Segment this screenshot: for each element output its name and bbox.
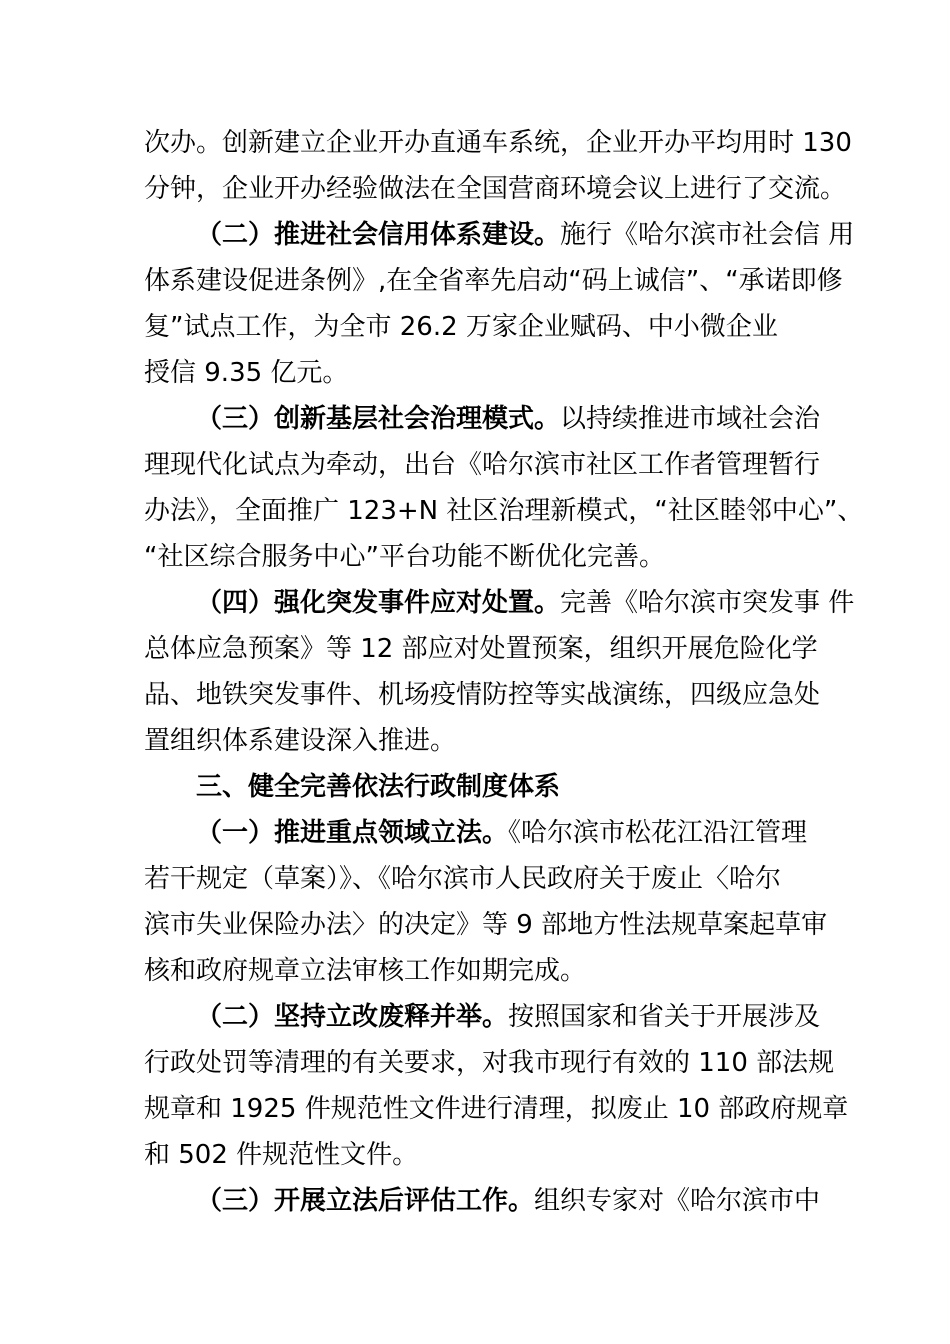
paragraph-heading: （三）创新基层社会治理模式。 [196, 404, 561, 434]
paragraph-heading: （三）开展立法后评估工作。 [196, 1186, 535, 1216]
text-line: 分钟，企业开办经验做法在全国营商环境会议上进行了交流。 [144, 174, 847, 204]
paragraph-heading: （二）坚持立改废释并举。 [196, 1002, 509, 1032]
text-line: 次办。创新建立企业开办直通车系统，企业开办平均用时 130 [144, 128, 852, 158]
text-line: 复”试点工作，为全市 26.2 万家企业赋码、中小微企业 [144, 312, 778, 342]
paragraph-text: 《哈尔滨市松花江沿江管理 [508, 818, 808, 848]
paragraph-text: 按照国家和省关于开展涉及 [508, 1002, 821, 1032]
text-line: 核和政府规章立法审核工作如期完成。 [144, 956, 587, 986]
paragraph-social-governance [196, 396, 820, 442]
text-line: 总体应急预案》等 12 部应对处置预案，组织开展危险化学 [144, 634, 818, 664]
text-line: 理现代化试点为牵动，出台《哈尔滨市社区工作者管理暂行 [144, 450, 821, 480]
section-heading: 三、健全完善依法行政制度体系 [196, 772, 561, 802]
paragraph-text: 完善《哈尔滨市突发事 件 [560, 588, 855, 618]
text-line: 滨市失业保险办法〉的决定》等 9 部地方性法规草案起草审 [144, 910, 828, 940]
text-line: 规章和 1925 件规范性文件进行清理，拟废止 10 部政府规章 [144, 1094, 849, 1124]
text-line: 若干规定（草案）》、《哈尔滨市人民政府关于废止〈哈尔 [144, 864, 782, 894]
paragraph-credit-system [196, 212, 854, 258]
paragraph-heading: （一）推进重点领域立法。 [196, 818, 509, 848]
text-line: 体系建设促进条例》,在全省率先启动“码上诚信”、“承诺即修 [144, 266, 843, 296]
text-line: 授信 9.35 亿元。 [144, 358, 349, 388]
paragraph-text: 以持续推进市域社会治 [560, 404, 821, 434]
paragraph-law-revision [196, 994, 820, 1040]
paragraph-text: 组织专家对《哈尔滨市中 [534, 1186, 821, 1216]
paragraph-emergency-response [196, 580, 854, 626]
paragraph-heading: （四）强化突发事件应对处置。 [196, 588, 561, 618]
paragraph-key-legislation [196, 810, 807, 856]
text-line: 和 502 件规范性文件。 [144, 1140, 419, 1170]
text-line: 品、地铁突发事件、机场疫情防控等实战演练，四级应急处 [144, 680, 821, 710]
text-line: 办法》，全面推广 123+N 社区治理新模式，“社区睦邻中心”、 [144, 496, 864, 526]
text-line: 置组织体系建设深入推进。 [144, 726, 457, 756]
text-line: 行政处罚等清理的有关要求，对我市现行有效的 110 部法规 [144, 1048, 835, 1078]
paragraph-heading: （二）推进社会信用体系建设。 [196, 220, 561, 250]
paragraph-text: 施行《哈尔滨市社会信 用 [560, 220, 855, 250]
text-line: “社区综合服务中心”平台功能不断优化完善。 [144, 542, 665, 572]
paragraph-post-legislation-evaluation [196, 1178, 820, 1224]
